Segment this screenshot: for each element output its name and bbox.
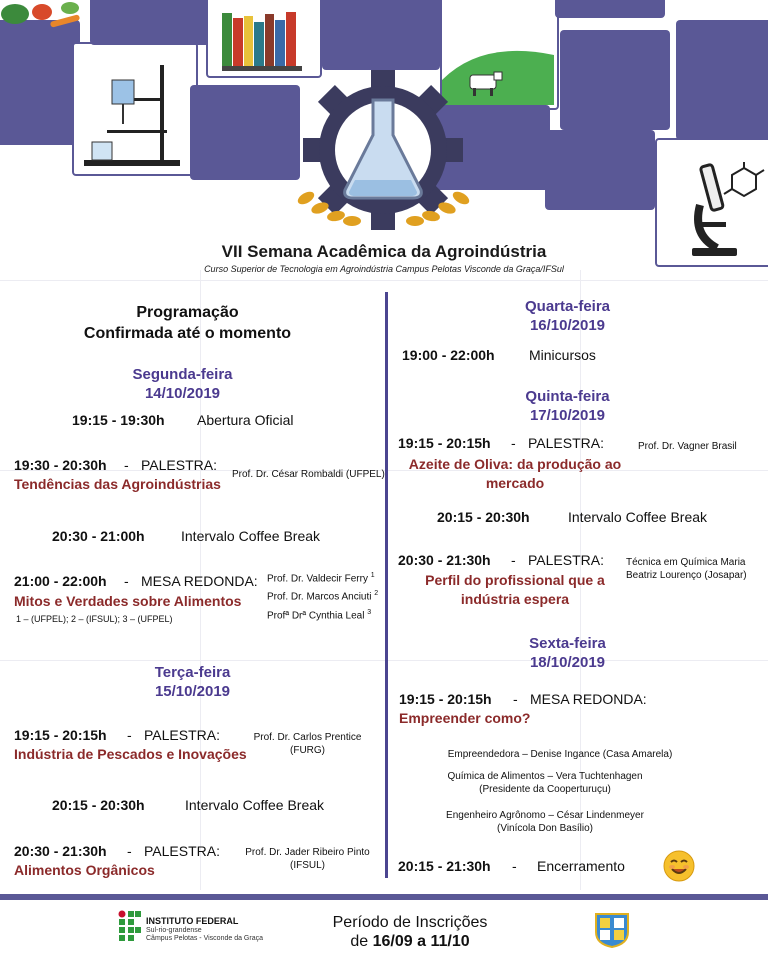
event-separator: - [511,435,516,451]
day-monday [90,365,275,403]
event-time: 19:15 - 19:30h [72,412,165,428]
event-type: PALESTRA: [528,552,604,568]
event-separator: - [124,457,129,473]
panelist-affiliation: (Presidente da Cooperturuçu) [479,784,611,795]
day-date: 18/10/2019 [529,654,606,671]
cavg-crest-icon [594,910,630,948]
header-tile [0,20,80,145]
panelist [395,809,695,835]
event-time: 19:00 - 22:00h [402,347,495,363]
smiley-icon [663,850,695,882]
registration-dates: de 16/09 a 11/10 [350,933,470,950]
event-time: 21:00 - 22:00h [14,573,107,589]
header-tile [555,0,665,18]
event-type: MESA REDONDA: [141,573,258,589]
panelist-name: Química de Alimentos – Vera Tuchtenhagen [447,771,643,782]
talk-title-line: indústria espera [460,591,570,607]
event-desc: Intervalo Coffee Break [185,797,325,813]
event-separator: - [127,843,132,859]
column-divider [385,292,388,878]
program-heading [40,302,335,344]
gear-flask-logo-icon [286,68,481,238]
day-friday [475,634,660,672]
speaker [250,731,365,757]
speaker: Profª Drª Cynthia Leal $^3$ [267,608,372,621]
speaker-name: Prof. Dr. Jader Ribeiro Pinto [245,847,370,858]
day-wednesday [475,297,660,335]
logo-line1: INSTITUTO FEDERAL [146,916,239,926]
speaker-name: Técnica em Química Maria [626,557,746,568]
background-grid-line [0,280,768,281]
event-time: 19:15 - 20:15h [398,435,491,451]
event-time: 20:30 - 21:00h [52,528,145,544]
event-desc: Intervalo Coffee Break [568,509,708,525]
speaker-list [267,568,378,623]
header-tile [676,20,768,140]
lab-stand-icon [82,60,182,170]
event-time: 19:30 - 20:30h [14,457,107,473]
speaker [240,846,375,872]
event-separator: - [127,727,132,743]
event-type: PALESTRA: [528,435,604,451]
event-type: PALESTRA: [141,457,217,473]
day-thursday [475,387,660,425]
affiliation-note: 1 – (UFPEL); 2 – (IFSUL); 3 – (UFPEL) [16,614,173,624]
header-tile [560,30,670,130]
program-heading-line2: Confirmada até o momento [83,325,292,342]
speaker [626,556,747,582]
event-time: 20:15 - 21:30h [398,858,491,874]
registration-period [305,913,515,951]
panelist-name: Engenheiro Agrônomo – César Lindenmeyer [446,810,644,821]
event-time: 19:15 - 20:15h [14,727,107,743]
speaker-affiliation: (FURG) [290,745,325,756]
talk-title [395,455,635,493]
ifsul-logo-icon [118,910,142,942]
event-time: 20:15 - 20:30h [52,797,145,813]
header-tile [322,0,440,70]
event-desc: Abertura Oficial [197,412,294,428]
event-time: 20:15 - 20:30h [437,509,530,525]
day-tuesday [100,663,285,701]
event-separator: - [124,573,129,589]
speaker: Prof. Dr. Valdecir Ferry $^1$ [267,572,375,585]
event-separator: - [511,552,516,568]
header-tile [90,0,210,45]
day-name: Quarta-feira [524,298,611,315]
day-date: 17/10/2019 [529,407,606,424]
event-type: PALESTRA: [144,843,220,859]
event-desc: Encerramento [537,858,625,874]
talk-title: Empreender como? [399,710,531,726]
speaker: Prof. Dr. Marcos Anciuti $^2$ [267,590,379,603]
talk-title: Indústria de Pescados e Inovações [14,746,247,762]
day-name: Sexta-feira [529,635,606,652]
books-icon [222,8,307,73]
talk-title [395,571,635,609]
day-name: Segunda-feira [132,366,233,383]
speaker: Prof. Dr. Vagner Brasil [638,441,737,452]
registration-label: Período de Inscrições [332,914,488,931]
day-date: 14/10/2019 [144,385,221,402]
footer-bar [0,894,768,900]
speaker-affiliation: Beatriz Lourenço (Josapar) [626,570,747,581]
event-title: VII Semana Acadêmica da Agroindústria [221,242,547,261]
day-date: 16/10/2019 [529,317,606,334]
logo-line2: Sul-rio-grandense [146,927,202,934]
day-date: 15/10/2019 [154,683,231,700]
talk-title-line: mercado [485,475,545,491]
event-type: PALESTRA: [144,727,220,743]
header-tile [190,85,300,180]
event-time: 20:30 - 21:30h [14,843,107,859]
speaker: Prof. Dr. César Rombaldi (UFPEL) [232,469,385,480]
day-name: Terça-feira [154,664,231,681]
header-tile [545,130,655,210]
talk-title: Alimentos Orgânicos [14,862,155,878]
speaker-name: Prof. Dr. Carlos Prentice [253,732,362,743]
speaker-affiliation: (IFSUL) [290,860,325,871]
talk-title: Mitos e Verdades sobre Alimentos [14,593,242,609]
talk-title-line: Azeite de Oliva: da produção ao [408,456,622,472]
day-name: Quinta-feira [525,388,610,405]
talk-title-line: Perfil do profissional que a [425,572,605,588]
logo-line3: Câmpus Pelotas - Visconde da Graça [146,935,263,942]
event-subtitle: Curso Superior de Tecnologia em Agroindústria Campus Pelotas Visconde da Graça/IFSul [204,264,564,274]
event-time: 20:30 - 21:30h [398,552,491,568]
talk-title: Tendências das Agroindústrias [14,476,221,492]
event-desc: Intervalo Coffee Break [181,528,321,544]
molecule-icon [722,162,767,202]
event-time: 19:15 - 20:15h [399,691,492,707]
event-separator: - [513,691,518,707]
event-separator: - [512,858,517,874]
panelist [395,770,695,796]
panelist-affiliation: (Vinícola Don Basílio) [497,823,593,834]
program-heading-line1: Programação [136,304,239,321]
event-desc: Minicursos [529,347,596,363]
panelist: Empreendedora – Denise Ingance (Casa Amarela) [447,749,673,760]
event-type: MESA REDONDA: [530,691,647,707]
vegetables-icon [0,0,85,35]
